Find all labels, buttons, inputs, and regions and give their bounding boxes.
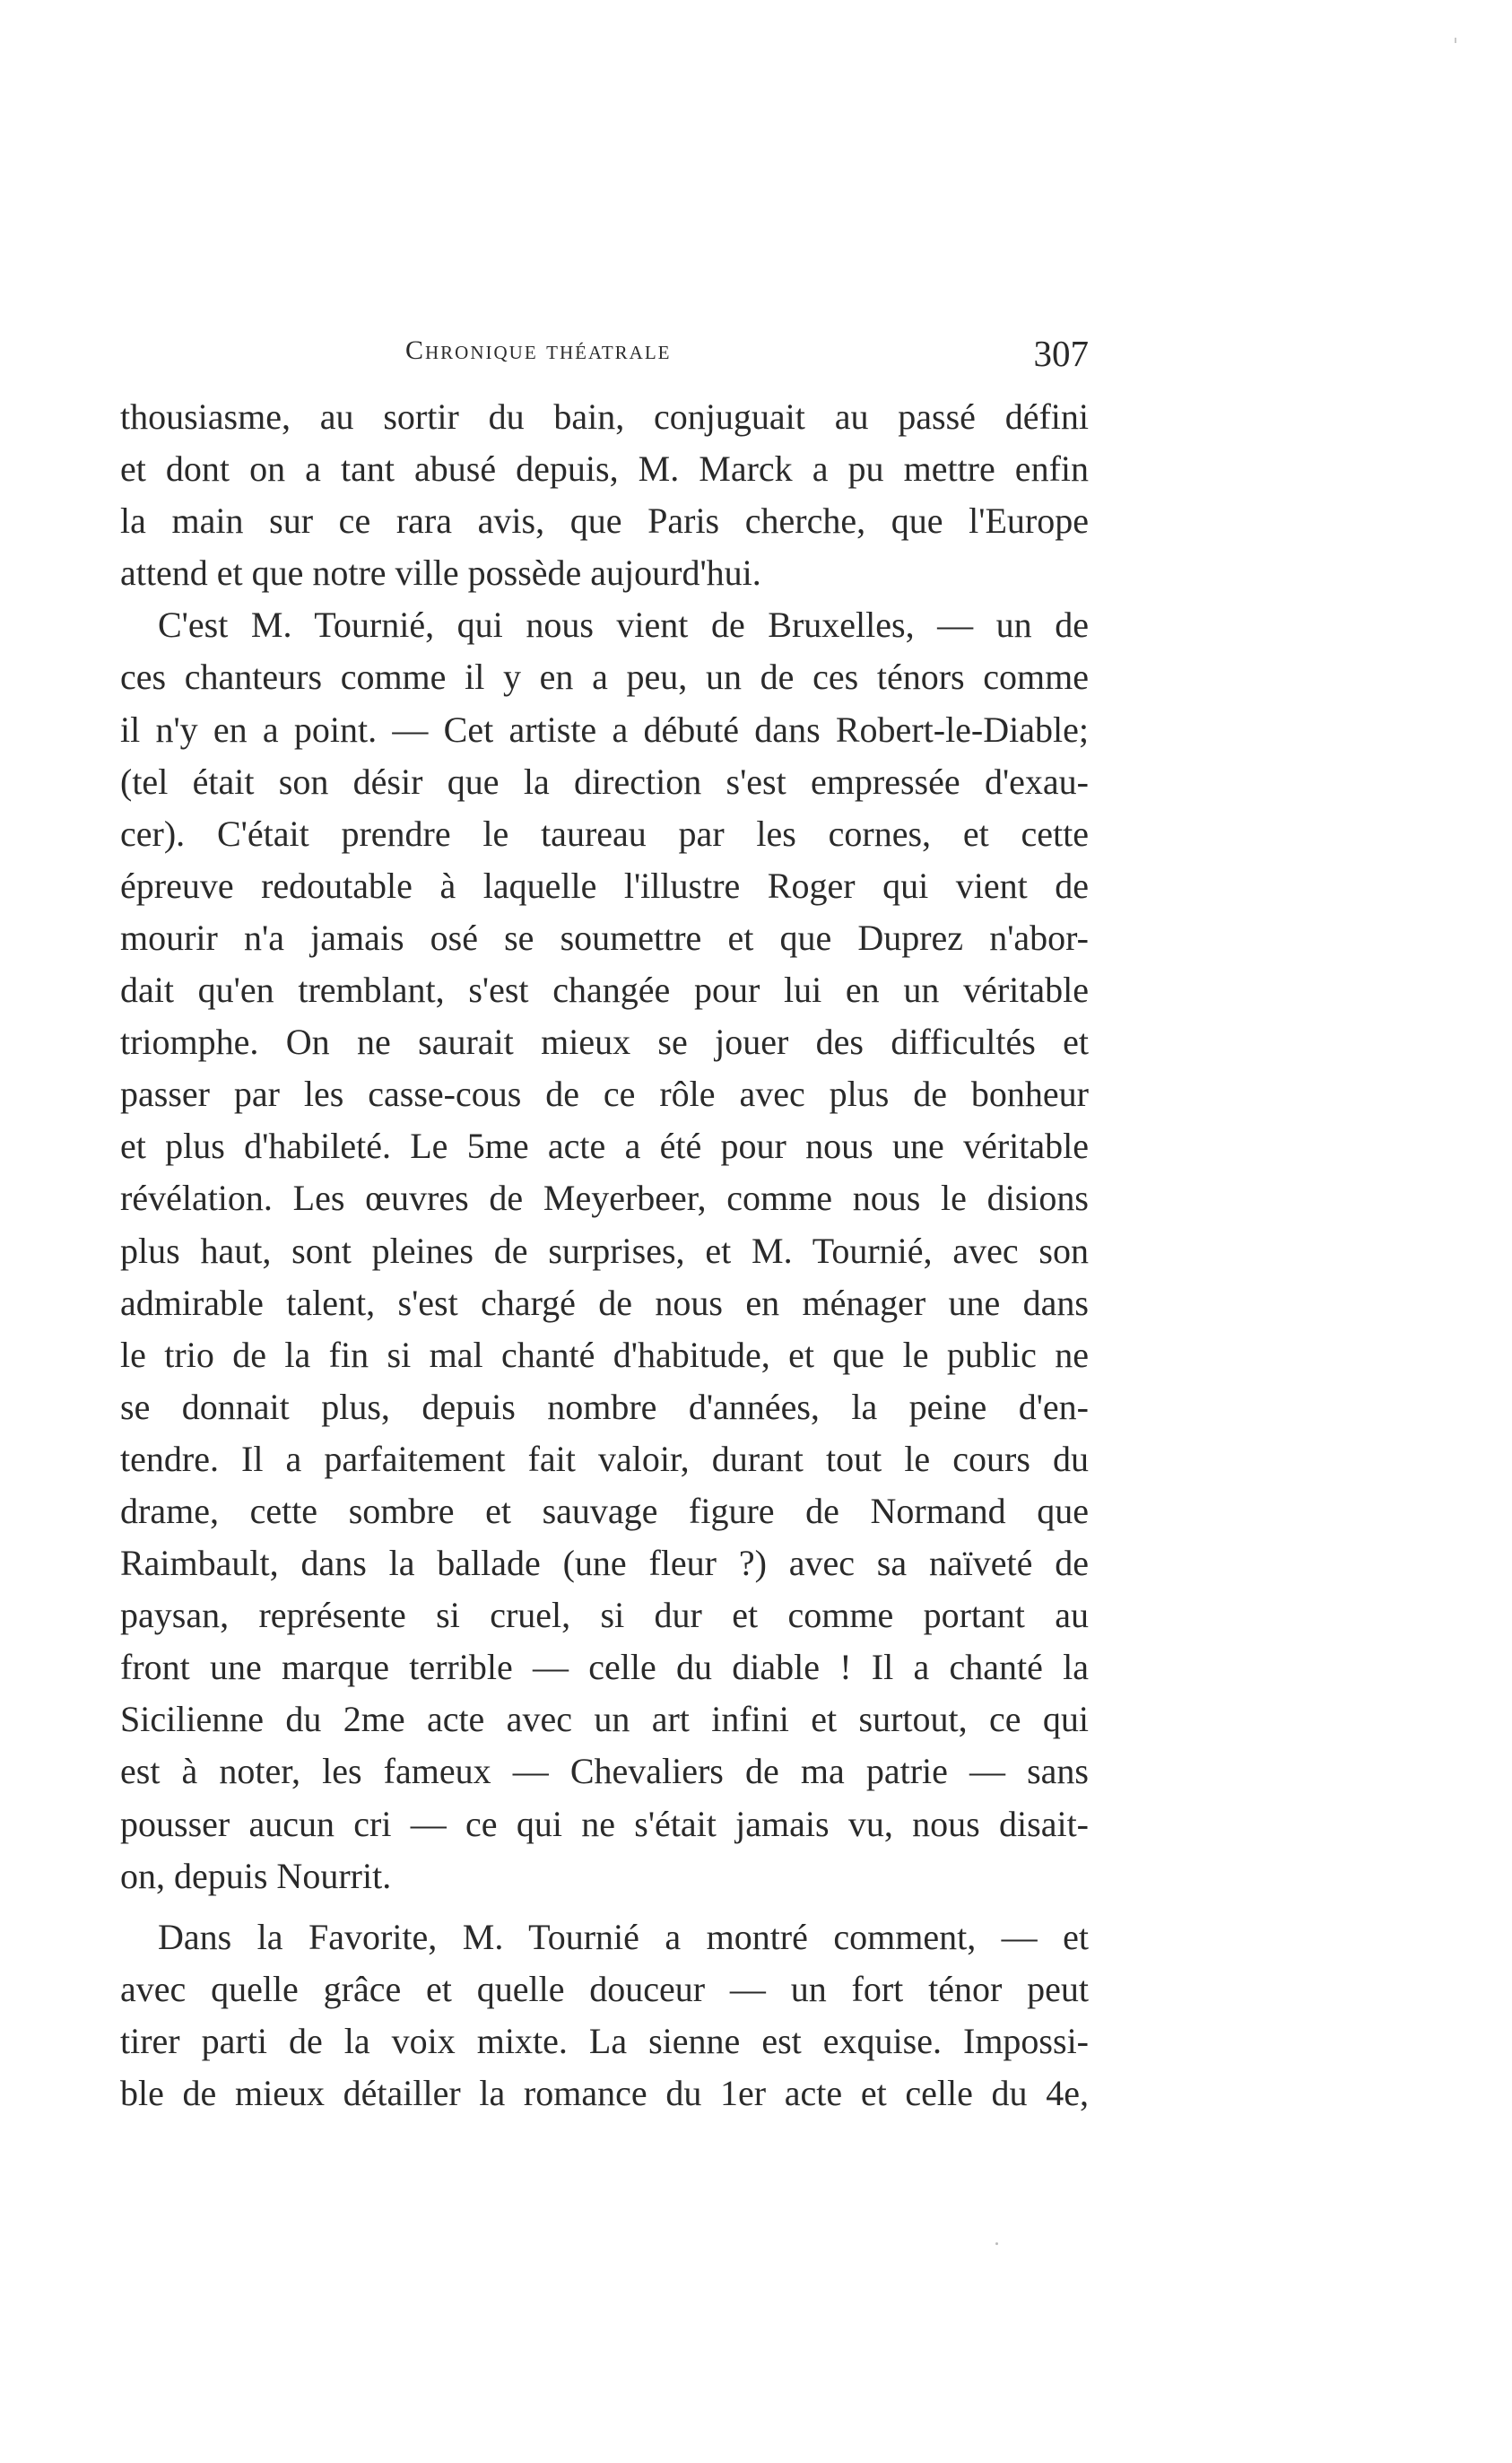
text-line: ble de mieux détailler la romance du 1er acte et celle du 4e,: [120, 2073, 1089, 2113]
paper-speck: [995, 2242, 998, 2245]
text-line: Raimbault, dans la ballade (une fleur ?) avec sa naïveté de: [120, 1543, 1089, 1584]
text-line: drame, cette sombre et sauvage figure de Normand que: [120, 1490, 1089, 1531]
text-line: la main sur ce rara avis, que Paris cherche, que l'Europe: [120, 500, 1089, 542]
text-line: et plus d'habileté. Le 5me acte a été pour nous une véritable: [120, 1126, 1089, 1167]
text-line: Sicilienne du 2me acte avec un art infini et surtout, ce qui: [120, 1699, 1089, 1740]
text-line: mourir n'a jamais osé se soumettre et que Duprez n'abor-: [120, 917, 1089, 958]
body-text: [120, 391, 1089, 2119]
text-line: triomphe. On ne saurait mieux se jouer des difficultés et: [120, 1022, 1089, 1063]
text-line: se donnait plus, depuis nombre d'années, la peine d'en-: [120, 1386, 1089, 1427]
text-line: est à noter, les fameux — Chevaliers de ma patrie — sans: [120, 1751, 1089, 1792]
page-header: [120, 332, 1089, 386]
paragraph-gap: [120, 1902, 1089, 1911]
text-line: épreuve redoutable à laquelle l'illustre Roger qui vient de: [120, 865, 1089, 906]
text-line: passer par les casse-cous de ce rôle avec plus de bonheur: [120, 1074, 1089, 1115]
text-line: (tel était son désir que la direction s'est empressée d'exau-: [120, 761, 1089, 802]
text-line: et dont on a tant abusé depuis, M. Marck a pu mettre enfin: [120, 448, 1089, 490]
text-line: tirer parti de la voix mixte. La sienne est exquise. Impossi-: [120, 2020, 1089, 2061]
text-line: il n'y en a point. — Cet artiste a débuté dans Robert-le-Diable;: [120, 709, 1089, 750]
text-line: C'est M. Tournié, qui nous vient de Bruxelles, — un de: [158, 605, 1089, 646]
text-line: plus haut, sont pleines de surprises, et M. Tournié, avec son: [120, 1230, 1089, 1271]
text-line: on, depuis Nourrit.: [120, 1855, 392, 1896]
text-line: Dans la Favorite, M. Tournié a montré comment, — et: [158, 1916, 1089, 1957]
text-line: front une marque terrible — celle du diable ! Il a chanté la: [120, 1647, 1089, 1688]
text-line: admirable talent, s'est chargé de nous en ménager une dans: [120, 1282, 1089, 1323]
text-line: pousser aucun cri — ce qui ne s'était jamais vu, nous disait-: [120, 1803, 1089, 1844]
text-line: dait qu'en tremblant, s'est changée pour lui en un véritable: [120, 970, 1089, 1011]
text-line: thousiasme, au sortir du bain, conjuguait au passé défini: [120, 396, 1089, 437]
text-line: cer). C'était prendre le taureau par les cornes, et cette: [120, 813, 1089, 854]
text-line: avec quelle grâce et quelle douceur — un fort ténor peut: [120, 1968, 1089, 2009]
text-line: attend et que notre ville possède aujourd'hui.: [120, 553, 761, 594]
running-title: Chronique théatrale: [405, 335, 672, 365]
text-line: tendre. Il a parfaitement fait valoir, durant tout le cours du: [120, 1438, 1089, 1479]
text-line: ces chanteurs comme il y en a peu, un de ces ténors comme: [120, 657, 1089, 698]
text-line: le trio de la fin si mal chanté d'habitude, et que le public ne: [120, 1334, 1089, 1375]
page-number: 307: [1033, 333, 1089, 374]
text-line: révélation. Les œuvres de Meyerbeer, comme nous le disions: [120, 1178, 1089, 1219]
text-line: paysan, représente si cruel, si dur et comme portant au: [120, 1595, 1089, 1636]
corner-mark: [1455, 38, 1456, 43]
